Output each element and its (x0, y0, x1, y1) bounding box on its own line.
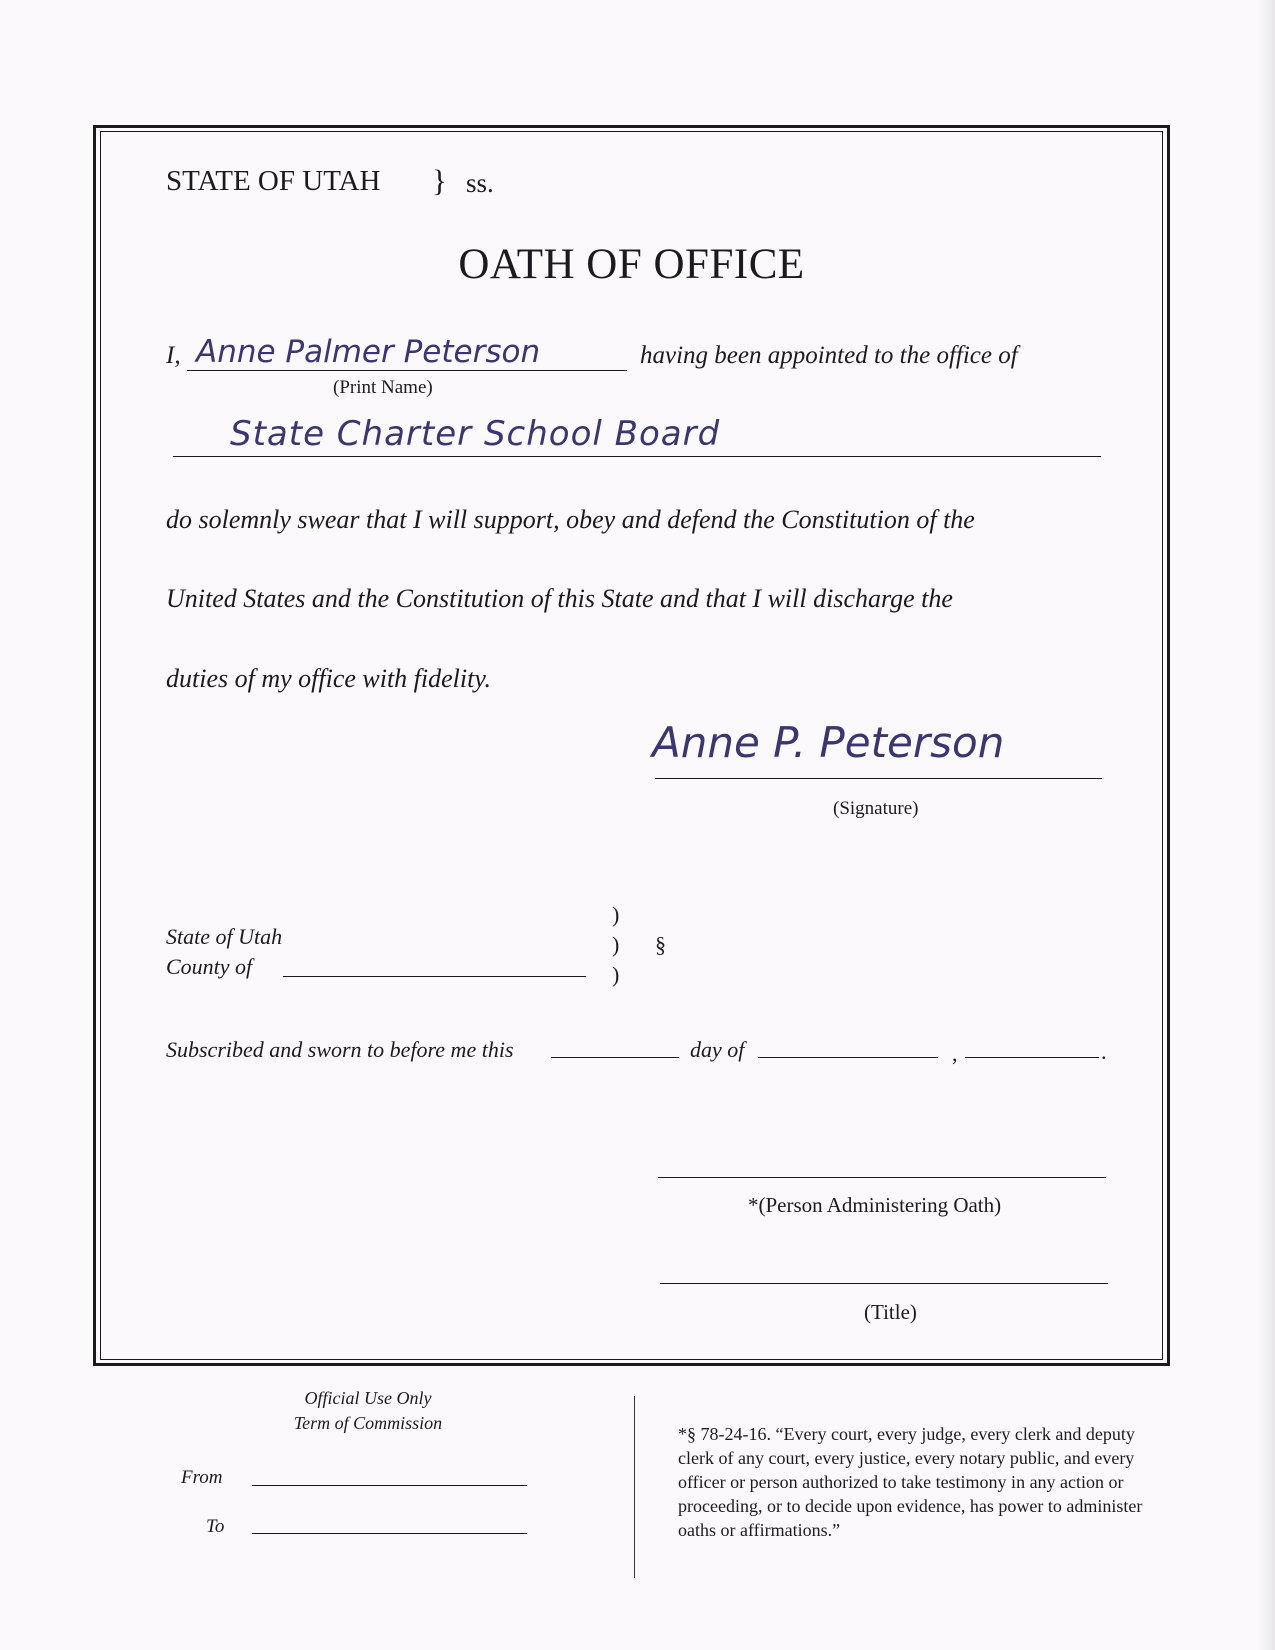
jurat-paren-1: ) (612, 902, 620, 927)
page-title: OATH OF OFFICE (458, 241, 805, 288)
printed-name-handwritten: Anne Palmer Peterson (196, 334, 541, 370)
year-line (965, 1057, 1099, 1058)
office-line (173, 456, 1101, 457)
official-use-heading: Official Use Only (304, 1388, 432, 1408)
signature-line (655, 778, 1102, 779)
oath-text-line-1: do solemnly swear that I will support, obey and defend the Constitution of the (166, 505, 975, 534)
statute-footnote: *§ 78-24-16. “Every court, every judge, every clerk and deputy clerk of any court, every justice, every notary public, and every officer or person authorized to take testimony in any action or proceeding, or to decide upon evidence, has power to administer oaths or affirmations.” (678, 1424, 1143, 1540)
day-line (551, 1057, 679, 1058)
month-line (758, 1057, 938, 1058)
oath-text-line-3: duties of my office with fidelity. (166, 664, 491, 693)
section-symbol: § (655, 932, 666, 957)
term-of-commission-heading: Term of Commission (293, 1413, 443, 1433)
subscribed-text: Subscribed and sworn to before me this (166, 1037, 514, 1062)
venue-ss: ss. (466, 168, 494, 198)
oath-text-line-2: United States and the Constitution of this State and that I will discharge the (166, 584, 953, 613)
footer-divider (634, 1396, 635, 1578)
to-label: To (206, 1516, 225, 1537)
from-label: From (181, 1467, 223, 1488)
jurat-paren-2: ) (612, 932, 620, 957)
jurat-county-label: County of (166, 954, 253, 979)
paper-edge-shadow (1257, 0, 1275, 1650)
venue-brace: } (432, 163, 447, 198)
signature-handwritten: Anne P. Peterson (652, 718, 1005, 767)
county-line (283, 976, 586, 977)
title-line (660, 1283, 1108, 1284)
print-name-caption: (Print Name) (333, 377, 433, 398)
administrator-caption: *(Person Administering Oath) (748, 1193, 1002, 1217)
venue-state-label: STATE OF UTAH (166, 165, 381, 197)
from-line (252, 1485, 527, 1486)
oath-i-prefix: I, (166, 342, 181, 369)
oath-having-text: having been appointed to the office of (640, 342, 1018, 369)
title-caption: (Title) (864, 1300, 917, 1324)
date-comma: , (952, 1041, 958, 1066)
print-name-line (187, 370, 627, 371)
to-line (252, 1533, 527, 1534)
jurat-paren-3: ) (612, 962, 620, 987)
jurat-state: State of Utah (166, 924, 283, 949)
day-of-text: day of (690, 1037, 745, 1062)
date-period: . (1101, 1039, 1107, 1064)
administrator-line (658, 1177, 1106, 1178)
signature-caption: (Signature) (833, 798, 919, 819)
office-name-handwritten: State Charter School Board (230, 414, 721, 454)
